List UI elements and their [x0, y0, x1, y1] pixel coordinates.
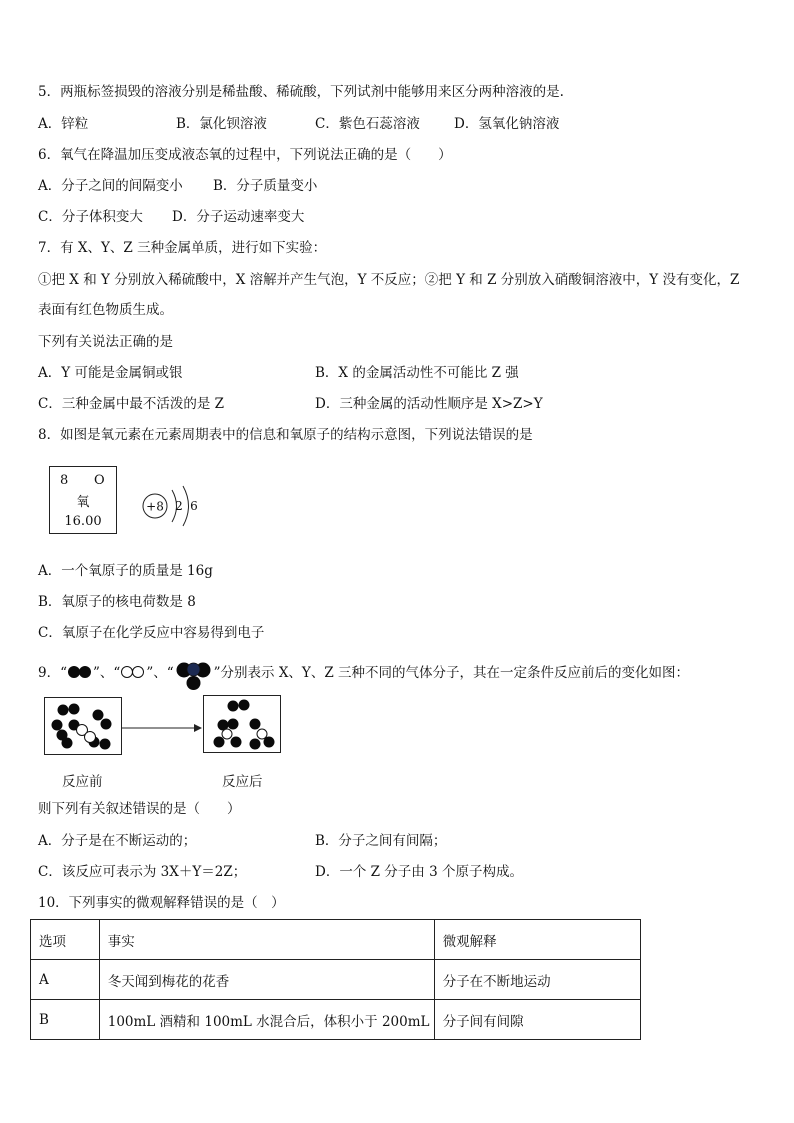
q9-quote-open: “ [60, 665, 67, 681]
element-name: 氧 [76, 495, 90, 510]
q9-option-a: A．分子是在不断运动的； [38, 833, 197, 849]
q5-option-b: B．氯化钡溶液 [176, 116, 267, 132]
q7-stem: 7．有 X、Y、Z 三种金属单质，进行如下实验： [38, 240, 327, 256]
q9-separator-1: ”、“ [93, 665, 121, 681]
q9-text: ”分别表示 X、Y、Z 三种不同的气体分子，其在一定条件反应前后的变化如图： [213, 665, 690, 681]
molecule-x-icon [67, 665, 93, 679]
q9-question: 则下列有关叙述错误的是（ ） [38, 801, 241, 817]
table-row [31, 1000, 641, 1040]
periodic-table-cell [49, 466, 117, 534]
reaction-after-box [203, 695, 281, 753]
q6-option-d: D．分子运动速率变大 [172, 209, 305, 225]
q7-option-a: A．Y 可能是金属铜或银 [38, 365, 183, 381]
q7-option-b: B．X 的金属活动性不可能比 Z 强 [315, 365, 519, 381]
atom-shell-2-electrons: 6 [190, 499, 198, 513]
table-cell-option: B [31, 1000, 100, 1040]
atom-shell-arc-2 [183, 486, 189, 526]
q6-stem: 6．氧气在降温加压变成液态氧的过程中，下列说法正确的是（ ） [38, 147, 452, 163]
q6-option-b: B．分子质量变小 [213, 178, 318, 194]
q10-stem: 10．下列事实的微观解释错误的是（ ） [38, 895, 285, 911]
table-header-option: 选项 [31, 920, 100, 960]
q7-option-d: D．三种金属的活动性顺序是 X>Z>Y [315, 396, 543, 412]
table-cell-fact: 100mL 酒精和 100mL 水混合后，体积小于 200mL [99, 1000, 434, 1040]
q9-stem [38, 661, 689, 691]
q5-option-a: A．锌粒 [38, 116, 89, 132]
element-symbol: O [94, 473, 105, 488]
reaction-after-molecules [203, 695, 281, 753]
reaction-after-label: 反应后 [222, 774, 263, 790]
table-header-fact: 事实 [99, 920, 434, 960]
reaction-before-box [44, 697, 122, 755]
q5-option-c: C．紫色石蕊溶液 [315, 116, 420, 132]
q9-option-d: D．一个 Z 分子由 3 个原子构成。 [315, 864, 523, 880]
table-header-explanation: 微观解释 [434, 920, 640, 960]
q8-option-a: A．一个氧原子的质量是 16g [38, 563, 213, 579]
atom-nucleus-charge: +8 [146, 499, 164, 514]
q8-option-c: C．氧原子在化学反应中容易得到电子 [38, 625, 265, 641]
element-atomic-mass: 16.00 [64, 514, 102, 529]
reaction-before-molecules [44, 697, 122, 755]
q10-table [30, 919, 641, 1040]
q6-option-a: A．分子之间的间隔变小 [38, 178, 183, 194]
q7-option-c: C．三种金属中最不活泼的是 Z [38, 396, 225, 412]
q5-option-d: D．氢氧化钠溶液 [454, 116, 560, 132]
molecule-y-icon [120, 665, 146, 679]
q6-option-c: C．分子体积变大 [38, 209, 143, 225]
table-header-row [31, 920, 641, 960]
q9-option-c: C．该反应可表示为 3X＋Y＝2Z； [38, 864, 247, 880]
q8-stem: 8．如图是氧元素在元素周期表中的信息和氧原子的结构示意图，下列说法错误的是 [38, 427, 533, 443]
table-cell-explanation: 分子间有间隙 [434, 1000, 640, 1040]
q7-question: 下列有关说法正确的是 [38, 334, 173, 350]
q9-number: 9． [38, 665, 61, 681]
atom-shell-1-electrons: 2 [175, 499, 183, 513]
table-row [31, 960, 641, 1000]
reaction-before-label: 反应前 [62, 774, 103, 790]
q7-experiment-line-2: 表面有红色物质生成。 [38, 302, 173, 318]
reaction-arrow-icon [122, 722, 204, 734]
q9-option-b: B．分子之间有间隔； [315, 833, 447, 849]
table-cell-explanation: 分子在不断地运动 [434, 960, 640, 1000]
q7-experiment-line-1: ①把 X 和 Y 分别放入稀硫酸中，X 溶解并产生气泡，Y 不反应；②把 Y 和 Z 分别放入硝酸铜溶液中，Y 没有变化，Z [38, 272, 740, 288]
q8-option-b: B．氧原子的核电荷数是 8 [38, 594, 196, 610]
table-cell-fact: 冬天闻到梅花的花香 [99, 960, 434, 1000]
element-atomic-number: 8 [60, 473, 69, 488]
q9-separator-2: ”、“ [146, 665, 174, 681]
q5-stem: 5．两瓶标签损毁的溶液分别是稀盐酸、稀硫酸，下列试剂中能够用来区分两种溶液的是. [38, 84, 564, 100]
table-cell-option: A [31, 960, 100, 1000]
oxygen-atom-structure-diagram [138, 484, 208, 528]
molecule-z-icon [174, 661, 214, 691]
